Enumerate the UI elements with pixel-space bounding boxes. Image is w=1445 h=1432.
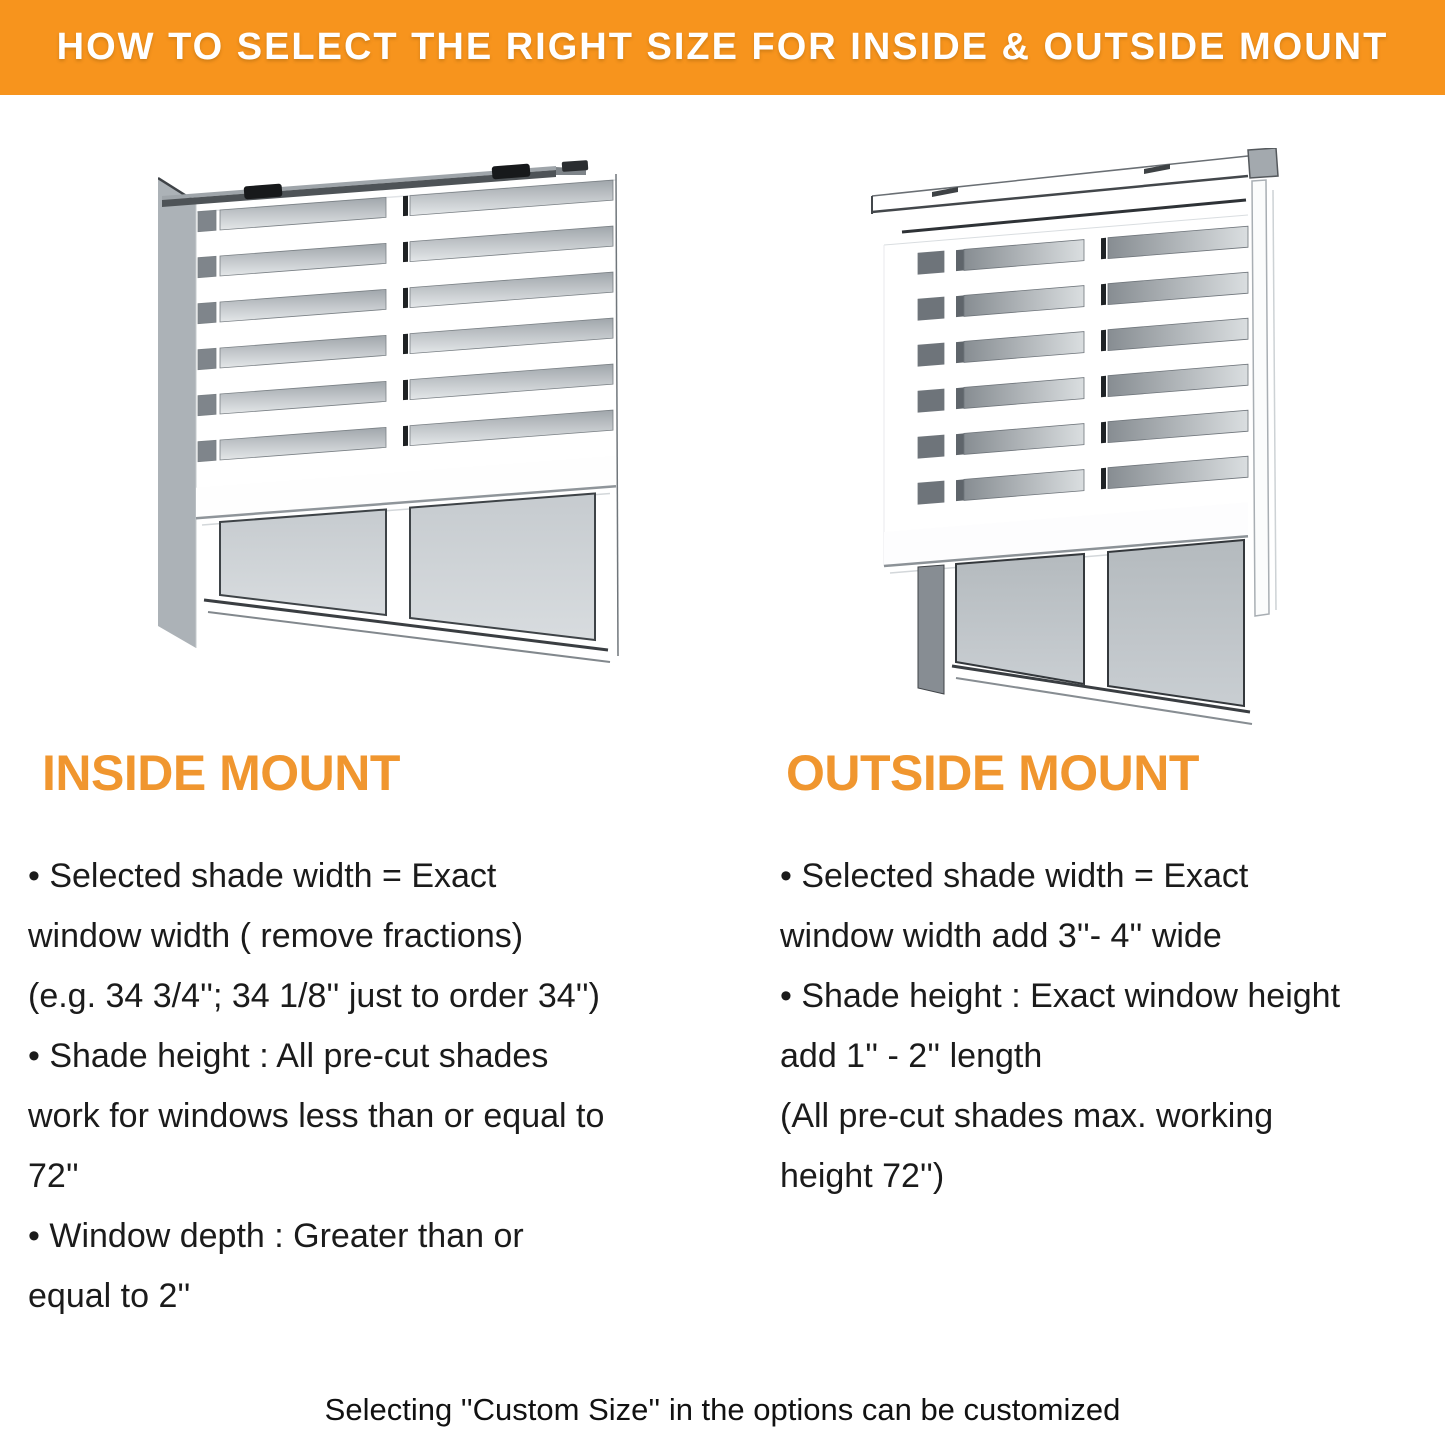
note-line: • Shade height : Exact window height xyxy=(780,977,1341,1015)
note-line: 72'' xyxy=(28,1157,79,1195)
note-line: add 1'' - 2'' length xyxy=(780,1037,1043,1075)
headrail-end-cap xyxy=(562,160,589,172)
note-line: • Selected shade width = Exact xyxy=(28,857,497,895)
note-line: • Window depth : Greater than or xyxy=(28,1217,524,1255)
inside-mount-window-drawing xyxy=(158,148,623,693)
side-rail xyxy=(1252,180,1276,616)
footer-note: Selecting ''Custom Size'' in the options can be customized xyxy=(324,1392,1121,1427)
banner-title: HOW TO SELECT THE RIGHT SIZE FOR INSIDE & OUTSIDE MOUNT xyxy=(56,26,1389,68)
zebra-shade-stripes xyxy=(918,226,1248,504)
header-banner xyxy=(0,0,1445,95)
zebra-shade-stripes xyxy=(198,180,613,462)
window-glass xyxy=(220,494,595,641)
outside-mount-notes xyxy=(780,846,1445,1206)
note-line: (e.g. 34 3/4''; 34 1/8'' just to order 34'') xyxy=(28,977,600,1015)
inside-mount-notes xyxy=(28,846,733,1326)
outside-mount-window-drawing xyxy=(856,148,1296,728)
note-line: (All pre-cut shades max. working xyxy=(780,1097,1274,1135)
inside-mount-heading: INSIDE MOUNT xyxy=(42,745,400,801)
note-line: height 72'') xyxy=(780,1157,945,1195)
note-line: • Shade height : All pre-cut shades xyxy=(28,1037,549,1075)
note-line: • Selected shade width = Exact xyxy=(780,857,1249,895)
wall-bracket xyxy=(1248,148,1278,178)
inside-mount-illustration xyxy=(158,148,623,693)
note-line: window width add 3''- 4'' wide xyxy=(780,917,1222,955)
outside-mount-illustration xyxy=(856,148,1296,728)
note-line: work for windows less than or equal to xyxy=(28,1097,605,1135)
window-frame-right-edge xyxy=(616,174,618,656)
note-line: window width ( remove fractions) xyxy=(28,917,524,955)
note-line: equal to 2'' xyxy=(28,1277,191,1315)
window-frame-left-return xyxy=(158,178,196,648)
outside-mount-heading: OUTSIDE MOUNT xyxy=(786,745,1199,801)
window-glass xyxy=(918,540,1244,706)
